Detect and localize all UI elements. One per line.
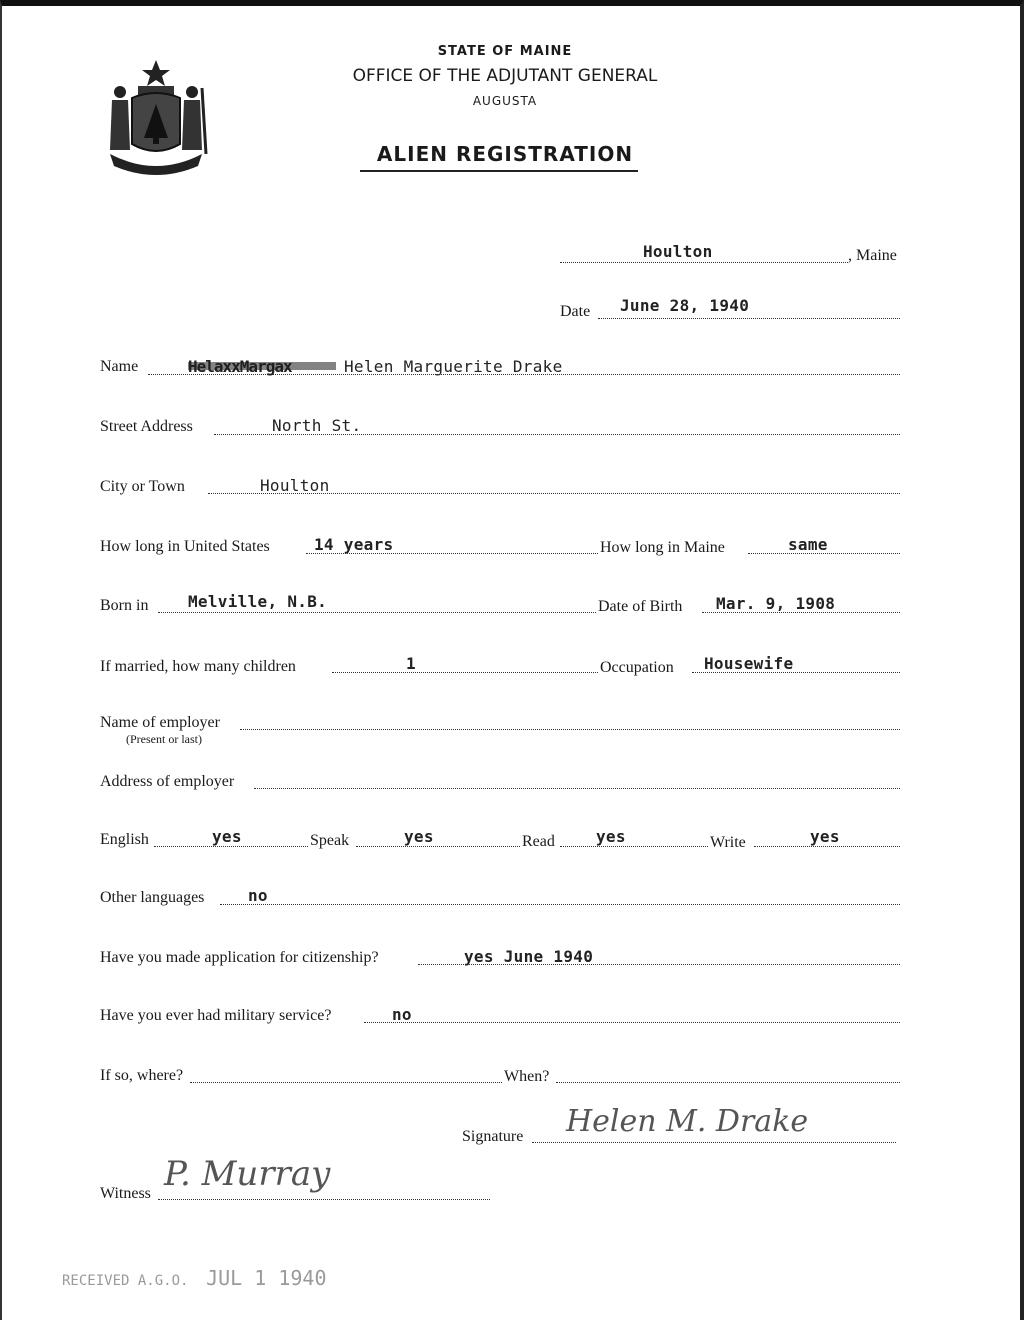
maine-seal-icon bbox=[102, 58, 210, 178]
header-state: STATE OF MAINE bbox=[437, 44, 573, 59]
city-value: Houlton bbox=[260, 476, 330, 495]
how-long-us-value: 14 years bbox=[314, 535, 394, 554]
children-line bbox=[332, 672, 598, 673]
speak-label: Speak bbox=[310, 832, 350, 849]
employer-line bbox=[240, 729, 900, 730]
employer-address-line bbox=[254, 788, 900, 789]
received-stamp-date: JUL 1 1940 bbox=[206, 1266, 327, 1290]
dob-value: Mar. 9, 1908 bbox=[716, 594, 836, 613]
employer-address-label: Address of employer bbox=[100, 773, 235, 790]
other-languages-value: no bbox=[248, 886, 268, 905]
military-label: Have you ever had military service? bbox=[100, 1007, 332, 1024]
street-label: Street Address bbox=[100, 418, 193, 435]
children-label: If married, how many children bbox=[100, 658, 296, 675]
other-languages-line bbox=[220, 904, 900, 905]
form-title: ALIEN REGISTRATION bbox=[376, 142, 634, 166]
born-in-line bbox=[158, 612, 596, 613]
name-label: Name bbox=[100, 358, 139, 375]
speak-line bbox=[356, 846, 520, 847]
witness-label: Witness bbox=[100, 1185, 151, 1202]
citizenship-value: yes June 1940 bbox=[464, 947, 594, 966]
how-long-us-label: How long in United States bbox=[100, 538, 270, 555]
citizenship-label: Have you made application for citizenship? bbox=[100, 949, 379, 966]
state-seal bbox=[102, 58, 210, 178]
signature-line bbox=[532, 1142, 896, 1143]
when-label: When? bbox=[504, 1068, 550, 1085]
where-line bbox=[190, 1082, 502, 1083]
dob-label: Date of Birth bbox=[598, 598, 683, 615]
english-line bbox=[154, 846, 308, 847]
name-strikeout bbox=[188, 362, 336, 370]
read-value: yes bbox=[596, 827, 626, 846]
place-line bbox=[560, 262, 848, 263]
received-stamp-text: RECEIVED A.G.O. bbox=[62, 1273, 189, 1289]
children-value: 1 bbox=[406, 654, 416, 673]
name-value: Helen Marguerite Drake bbox=[344, 357, 563, 376]
born-in-label: Born in bbox=[100, 597, 149, 614]
place-suffix: , Maine bbox=[848, 247, 897, 264]
received-stamp bbox=[62, 1266, 327, 1290]
street-value: North St. bbox=[272, 416, 362, 435]
write-line bbox=[754, 846, 900, 847]
born-in-value: Melville, N.B. bbox=[188, 592, 328, 611]
header-city: AUGUSTA bbox=[472, 94, 538, 108]
how-long-maine-value: same bbox=[788, 535, 828, 554]
write-label: Write bbox=[710, 834, 746, 851]
where-label: If so, where? bbox=[100, 1067, 184, 1084]
date-label: Date bbox=[560, 303, 591, 320]
occupation-value: Housewife bbox=[704, 654, 794, 673]
city-label: City or Town bbox=[100, 478, 185, 495]
date-line bbox=[598, 318, 900, 319]
write-value: yes bbox=[810, 827, 840, 846]
read-label: Read bbox=[522, 833, 555, 850]
witness-value: P. Murray bbox=[164, 1154, 331, 1194]
signature-value: Helen M. Drake bbox=[566, 1104, 809, 1139]
military-line bbox=[364, 1022, 900, 1023]
occupation-label: Occupation bbox=[600, 659, 674, 676]
employer-label: Name of employer bbox=[100, 714, 220, 731]
how-long-maine-label: How long in Maine bbox=[600, 539, 725, 556]
header-office: OFFICE OF THE ADJUTANT GENERAL bbox=[352, 66, 658, 86]
english-value: yes bbox=[212, 827, 242, 846]
english-label: English bbox=[100, 831, 149, 848]
military-value: no bbox=[392, 1005, 412, 1024]
date-value: June 28, 1940 bbox=[620, 296, 750, 315]
other-languages-label: Other languages bbox=[100, 889, 205, 906]
speak-value: yes bbox=[404, 827, 434, 846]
read-line bbox=[560, 846, 708, 847]
title-underline bbox=[360, 170, 638, 172]
signature-label: Signature bbox=[462, 1128, 524, 1145]
witness-line bbox=[158, 1199, 490, 1200]
place-value: Houlton bbox=[643, 242, 713, 261]
when-line bbox=[556, 1082, 900, 1083]
employer-sublabel: (Present or last) bbox=[126, 732, 202, 746]
